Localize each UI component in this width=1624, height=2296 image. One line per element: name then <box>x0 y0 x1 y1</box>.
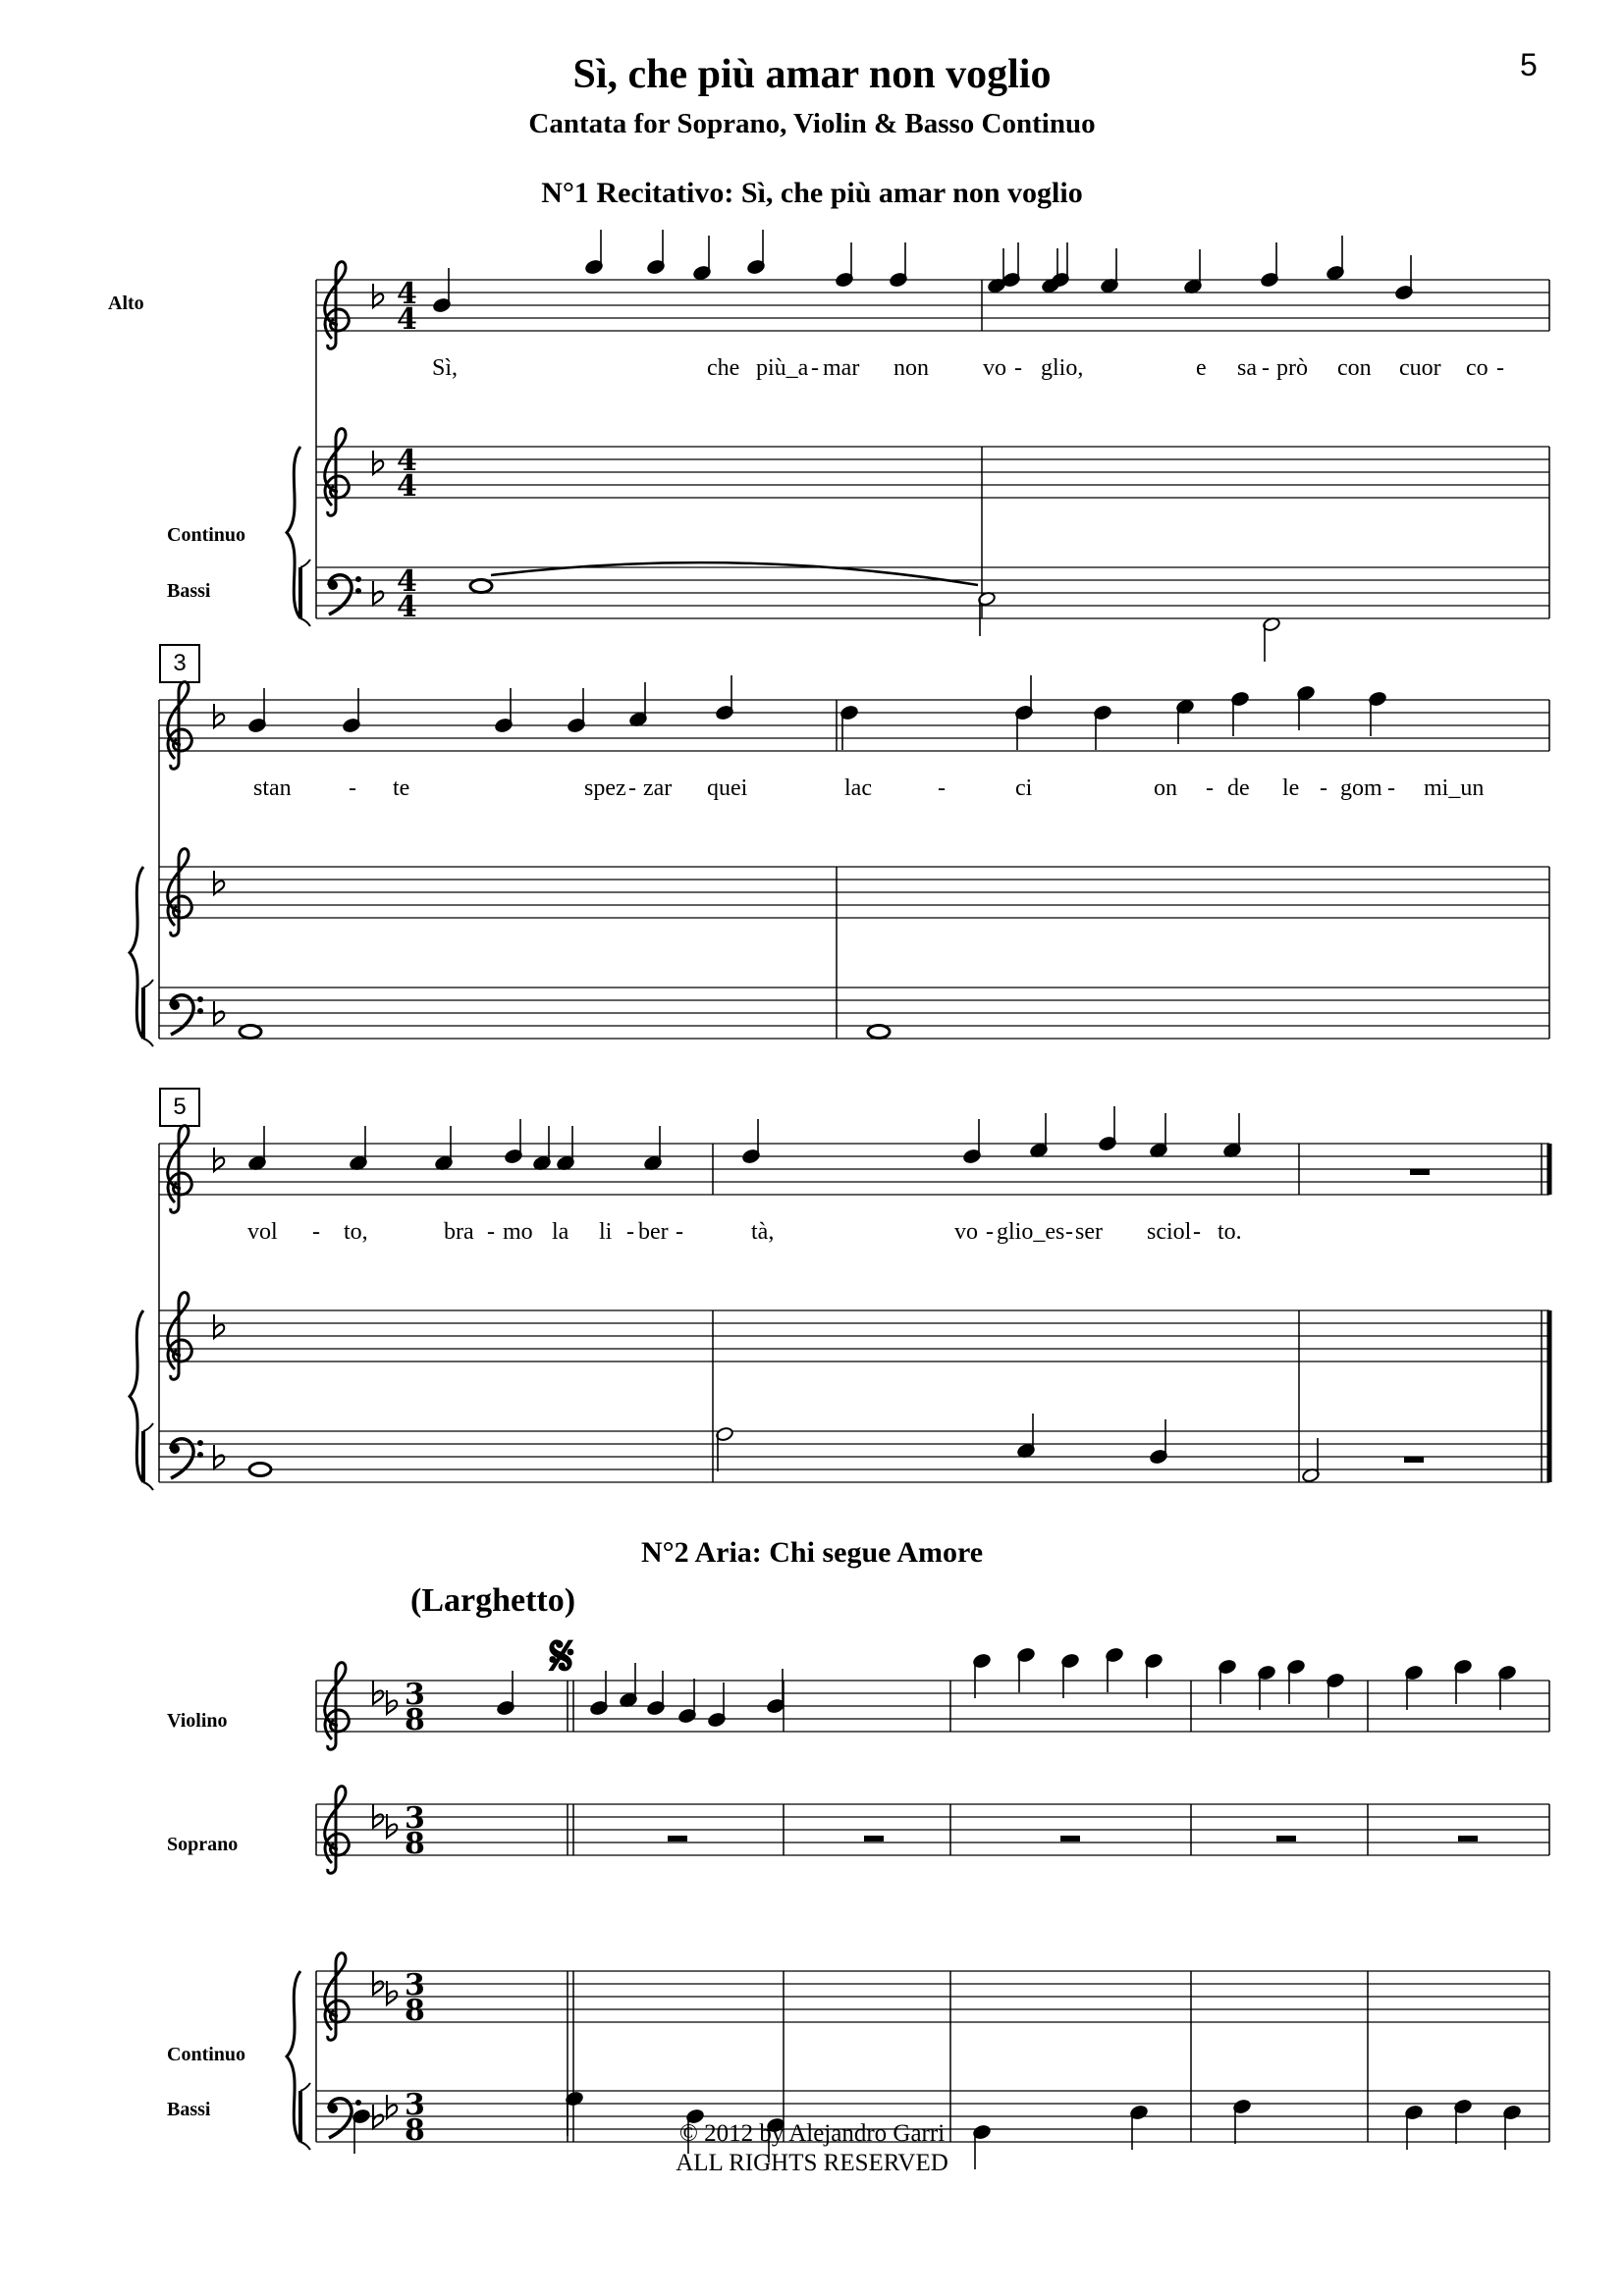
flat-sign <box>373 451 383 474</box>
flat-sign <box>214 704 224 727</box>
copyright-line: © 2012 by Alejandro Garri <box>678 2120 946 2147</box>
whole-rest <box>1276 1836 1296 1842</box>
lyric-syllable: te <box>393 775 410 801</box>
time-signature: 4 <box>397 469 417 504</box>
instrument-label-continuo-2: Continuo <box>167 2044 246 2065</box>
time-signature: 8 <box>405 2113 425 2148</box>
lyric-syllable: - <box>1262 355 1270 381</box>
lyric-syllable: stan <box>253 775 292 801</box>
lyric-syllable: - <box>1065 1219 1073 1245</box>
flat-sign <box>387 2095 397 2118</box>
lyric-syllable: - <box>349 775 356 801</box>
movement-2-heading: N°2 Aria: Chi segue Amore <box>640 1536 984 1569</box>
segno-sign: 𝄋 <box>550 1623 574 1689</box>
system-bracket <box>143 1423 153 1431</box>
time-signature: 3 <box>405 1968 425 2002</box>
tie <box>491 562 978 585</box>
whole-rest <box>1060 1836 1080 1842</box>
whole-rest <box>1410 1169 1430 1175</box>
instrument-label-bassi: Bassi <box>167 580 211 602</box>
system-bracket <box>300 2083 310 2091</box>
system-bracket <box>300 618 310 626</box>
staff-lines <box>159 280 1549 2142</box>
lyric-syllable: le <box>1282 775 1300 801</box>
lyric-syllable: vo <box>954 1219 978 1245</box>
instrument-label-bassi-2: Bassi <box>167 2099 211 2120</box>
time-signature: 3 <box>405 2088 425 2122</box>
whole-rest <box>1458 1836 1478 1842</box>
lyric-syllable: gom <box>1340 775 1382 801</box>
system-bracket <box>143 1039 153 1046</box>
time-signature: 3 <box>405 1801 425 1836</box>
time-signature: 4 <box>397 277 417 311</box>
lyric-syllable: prò <box>1276 355 1308 381</box>
lyric-syllable: on <box>1154 775 1177 801</box>
lyric-syllable: - <box>628 775 636 801</box>
rights-line: ALL RIGHTS RESERVED <box>676 2150 948 2176</box>
lyric-syllable: - <box>938 775 946 801</box>
lyric-syllable: vol <box>247 1219 278 1245</box>
lyric-syllable: glio, <box>1041 355 1084 381</box>
half-rest <box>1404 1457 1424 1463</box>
whole-note <box>470 580 492 593</box>
lyric-syllable: vo <box>983 355 1006 381</box>
lyric-syllable: to, <box>344 1219 368 1245</box>
lyric-syllable: - <box>1496 355 1504 381</box>
lyric-syllable: Sì, <box>432 355 459 381</box>
lyric-syllable: - <box>811 355 819 381</box>
lyric-syllable: - <box>1206 775 1214 801</box>
lyric-syllable: cuor <box>1399 355 1441 381</box>
system-bracket <box>143 980 153 988</box>
lyric-syllable: co <box>1466 355 1489 381</box>
flat-sign <box>214 1148 224 1171</box>
lyric-syllable: mar <box>823 355 860 381</box>
measure-number-box: 5 <box>159 1088 200 1127</box>
time-signature: 8 <box>405 1994 425 2028</box>
system-brace <box>287 1971 300 2142</box>
lyric-syllable: sa <box>1237 355 1257 381</box>
lyric-syllable: ci <box>1015 775 1033 801</box>
instrument-label-violino: Violino <box>167 1710 228 1732</box>
lyric-syllable: - <box>986 1219 994 1245</box>
time-signature: 8 <box>405 1827 425 1861</box>
system-brace <box>130 867 143 1039</box>
lyric-syllable: sciol <box>1147 1219 1192 1245</box>
lyric-syllable: lac <box>844 775 872 801</box>
lyric-syllable: - <box>1387 775 1395 801</box>
lyric-syllable: bra <box>444 1219 474 1245</box>
lyric-syllable: ser <box>1075 1219 1103 1245</box>
lyric-syllable: la <box>552 1219 569 1245</box>
bass-clef <box>170 995 203 1035</box>
lyric-syllable: con <box>1337 355 1372 381</box>
whole-rest <box>668 1836 687 1842</box>
lyric-syllable: - <box>626 1219 634 1245</box>
whole-note <box>240 1026 261 1039</box>
flat-sign <box>373 1681 383 1704</box>
lyric-syllable: zar <box>643 775 673 801</box>
lyric-syllable: e <box>1196 355 1207 381</box>
lyric-syllable: to. <box>1218 1219 1242 1245</box>
page-number: 5 <box>1520 47 1538 82</box>
lyric-syllable: quei <box>707 775 748 801</box>
lyric-syllable: - <box>312 1219 320 1245</box>
whole-rest <box>864 1836 884 1842</box>
time-signature: 4 <box>397 444 417 478</box>
time-signature: 4 <box>397 564 417 599</box>
time-signature: 4 <box>397 590 417 624</box>
system-bracket <box>300 560 310 567</box>
bass-clef <box>328 575 361 614</box>
whole-note <box>868 1026 890 1039</box>
lyric-syllable: ber <box>638 1219 669 1245</box>
flat-sign <box>373 1804 383 1828</box>
lyric-syllable: mo <box>503 1219 533 1245</box>
flat-sign <box>214 1314 224 1338</box>
lyric-syllable: - <box>1014 355 1022 381</box>
instrument-label-continuo: Continuo <box>167 524 246 546</box>
time-signature: 8 <box>405 1703 425 1737</box>
lyric-syllable: - <box>1320 775 1327 801</box>
lyric-syllable: - <box>487 1219 495 1245</box>
page-subtitle: Cantata for Soprano, Violin & Basso Continuo <box>528 108 1096 139</box>
system-brace <box>287 447 300 618</box>
page-title: Sì, che più amar non voglio <box>572 52 1052 97</box>
lyric-syllable: de <box>1227 775 1250 801</box>
measure-number-box: 3 <box>159 644 200 683</box>
instrument-label-soprano: Soprano <box>167 1834 239 1855</box>
flat-sign <box>373 284 383 307</box>
instrument-label-alto: Alto <box>108 293 144 314</box>
lyric-syllable: che <box>707 355 740 381</box>
flat-sign <box>373 1971 383 1995</box>
lyric-syllable: glio_es <box>997 1219 1065 1245</box>
time-signature: 3 <box>405 1678 425 1712</box>
lyric-syllable: non <box>893 355 929 381</box>
lyric-syllable: più_a <box>756 355 809 381</box>
flat-sign <box>214 871 224 894</box>
tempo-marking: (Larghetto) <box>410 1582 576 1619</box>
whole-note <box>249 1464 271 1476</box>
lyric-syllable: spez <box>584 775 626 801</box>
time-signature: 4 <box>397 302 417 337</box>
lyric-syllable: mi_un <box>1424 775 1485 801</box>
system-brace <box>130 1310 143 1482</box>
lyric-syllable: li <box>599 1219 613 1245</box>
bass-clef <box>170 1439 203 1478</box>
lyric-syllable: tà, <box>751 1219 775 1245</box>
movement-1-heading: N°1 Recitativo: Sì, che più amar non voglio <box>541 177 1083 209</box>
lyric-syllable: - <box>676 1219 683 1245</box>
system-bracket <box>143 1482 153 1490</box>
lyric-syllable: - <box>1193 1219 1201 1245</box>
